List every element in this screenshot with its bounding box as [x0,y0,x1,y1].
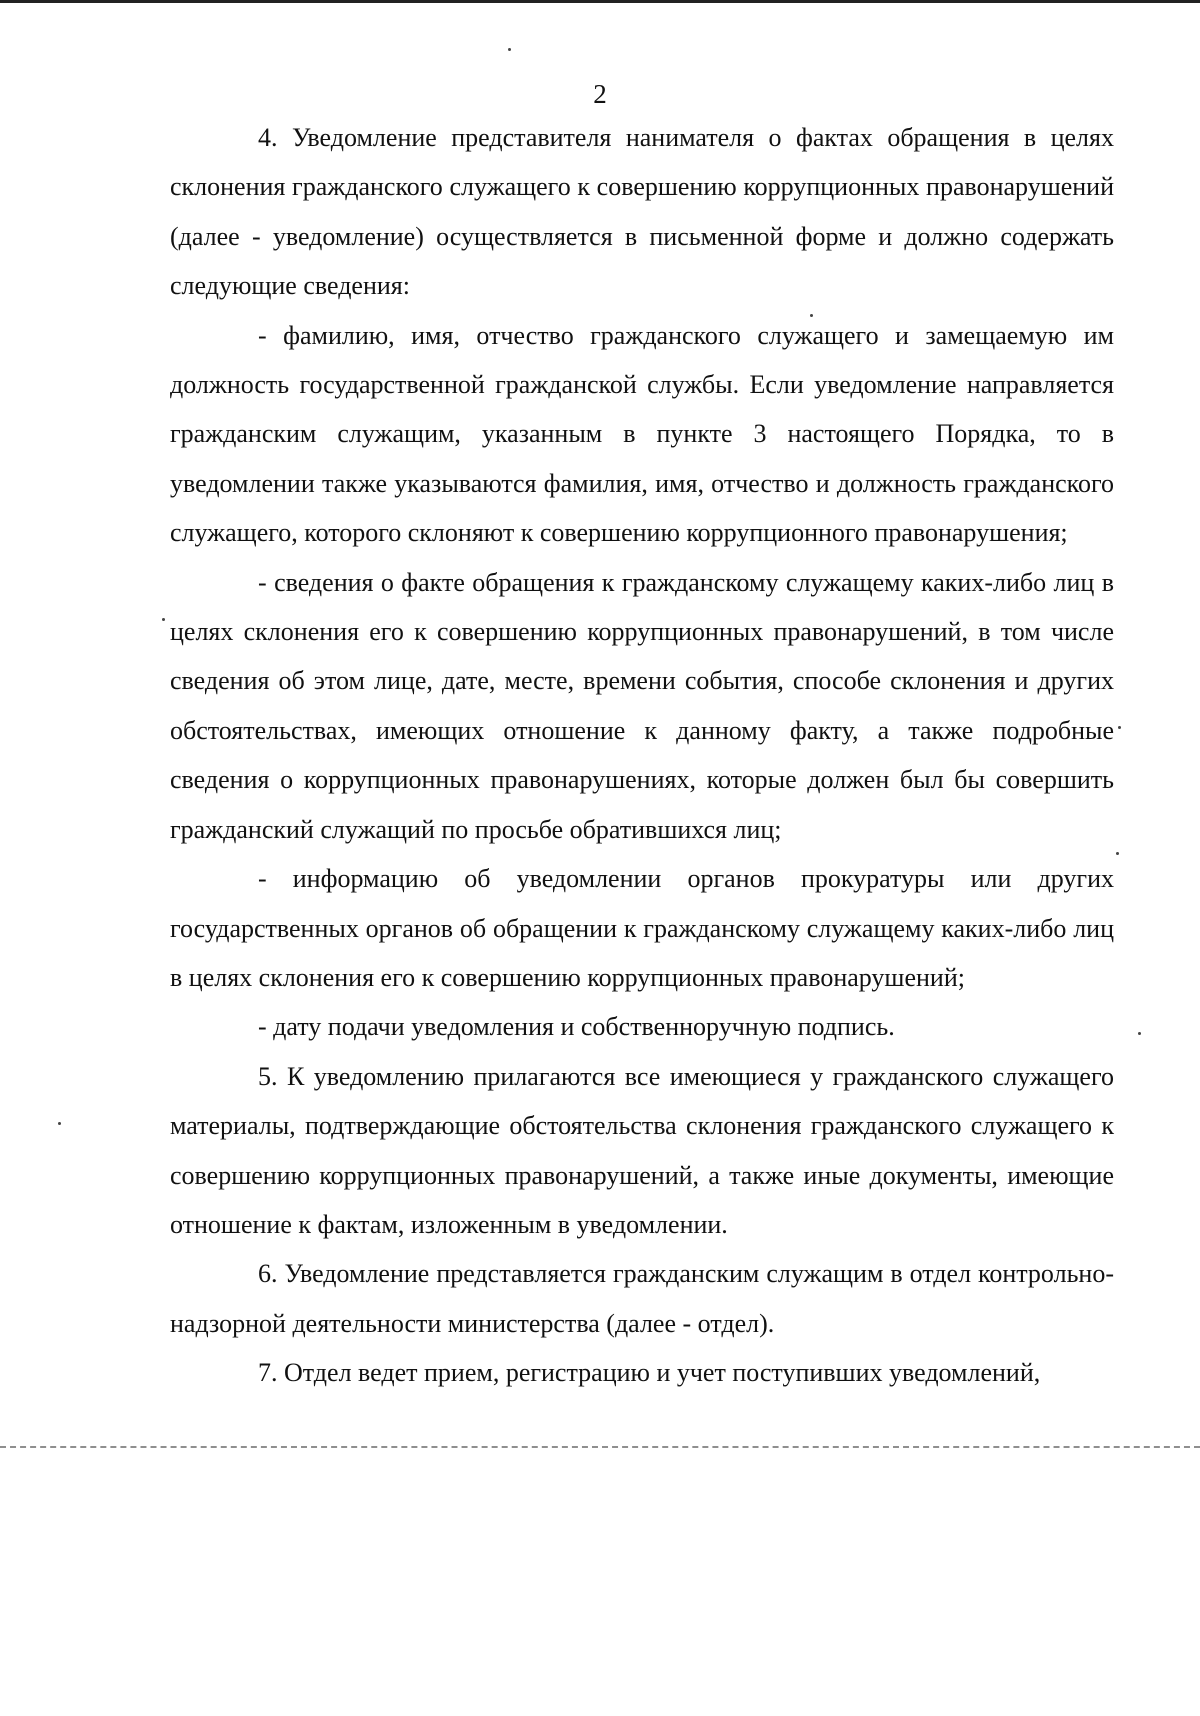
top-edge-rule [0,0,1200,3]
scan-speck [1118,726,1121,729]
scan-speck [58,1122,61,1125]
scan-speck [1138,1032,1141,1035]
scan-speck [162,618,165,621]
paragraph-6: 6. Уведомление представляется гражданским служащим в отдел контрольно-надзорной деятельности министерства (далее - отдел). [170,1259,1114,1338]
scan-speck [1116,852,1119,855]
paragraph-4-item-date: - дату подачи уведомления и собственноручную подпись. [258,1012,895,1042]
paragraph-4: 4. Уведомление представителя нанимателя о фактах обращения в целях склонения гражданского служащего к совершению коррупционных правонарушений (далее - уведомление) осуществляется в письменной форме и должно содержать следующие сведения: [170,123,1114,301]
paragraph-4-item-facts: - сведения о факте обращения к гражданскому служащему каких-либо лиц в целях склонения его к совершению коррупционных правонарушений, в том числе сведения об этом лице, дате, месте, времени события, способе склонения и других обстоятельствах, имеющих отношение к данному факту, а также подробные сведения о коррупционных правонарушениях, которые должен был бы совершить гражданский служащий по просьбе обратившихся лиц; [170,567,1114,844]
scan-artifact-line [0,1446,1200,1448]
scan-speck [508,48,511,51]
page-number: 2 [593,79,607,109]
paragraph-4-item-prosecution: - информацию об уведомлении органов прокуратуры или других государственных органов об обращении к гражданскому служащему каких-либо лиц в целях склонения его к совершению коррупционных правонарушений; [170,864,1114,992]
paragraph-7: 7. Отдел ведет прием, регистрацию и учет поступивших уведомлений, [258,1358,1041,1388]
paragraph-4-item-name: - фамилию, имя, отчество гражданского служащего и замещаемую им должность государственной гражданской службы. Если уведомление направляется гражданским служащим, указанным в пункте 3 настоящего Порядка, то в уведомлении также указываются фамилия, имя, отчество и должность гражданского служащего, которого склоняют к совершению коррупционного правонарушения; [170,320,1114,548]
document-body [170,113,1114,1398]
paragraph-5: 5. К уведомлению прилагаются все имеющиеся у гражданского служащего материалы, подтверждающие обстоятельства склонения гражданского служащего к совершению коррупционных правонарушений, а также иные документы, имеющие отношение к фактам, изложенным в уведомлении. [170,1061,1114,1239]
